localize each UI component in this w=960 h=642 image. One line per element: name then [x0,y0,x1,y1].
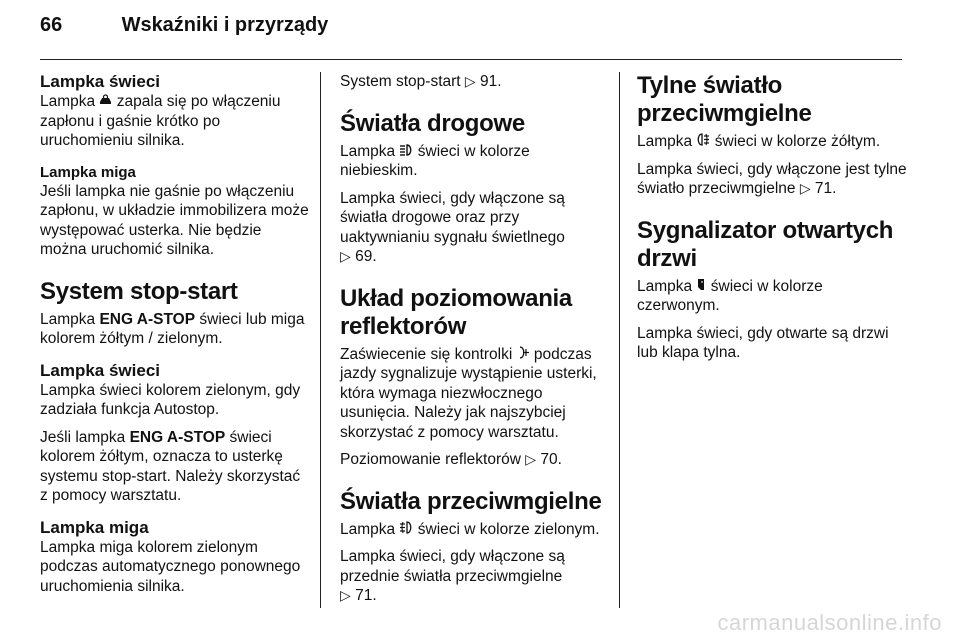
watermark: carmanualsonline.info [717,610,942,635]
header-rule [40,59,902,60]
subsection-heading: Lampka świeci [40,360,161,380]
paragraph: System stop-start ▷ 91. [340,73,502,90]
triangle-right-icon: ▷ [340,587,351,603]
triangle-right-icon: ▷ [799,180,811,196]
paragraph: Lampka świeci w kolorze niebieskim. [340,142,530,179]
page-title: Wskaźniki i przyrządy [121,14,329,36]
column-3 [637,72,907,371]
section-heading: Tylne światło przeciwmgielne [637,72,812,127]
paragraph: Lampka świeci, gdy otwarte są drzwi lub klapa tylna. [637,324,889,361]
paragraph: Lampka świeci w kolorze czerwonym. [637,277,823,314]
section-heading: System stop-start [40,277,238,305]
triangle-right-icon: ▷ [340,248,351,264]
paragraph: Lampka świeci kolorem zielonym, gdy zadziała funkcja Autostop. [40,381,301,418]
paragraph: Lampka zapala się po włączeniu zapłonu i gaśnie krótko po uruchomieniu silnika. [40,93,281,149]
paragraph: Lampka świeci w kolorze zielonym. [340,520,600,538]
paragraph: Jeśli lampka nie gaśnie po włączeniu zapłonu, w układzie immobilizera może występować usterka. Nie będzie można uruchomić silnika. [40,182,309,258]
page-header [40,14,328,37]
paragraph: Lampka ENG A-STOP świeci lub miga kolorem żółtym / zielonym. [40,310,305,347]
front-fog-light-icon [399,520,413,540]
paragraph: Jeśli lampka ENG A-STOP świeci kolorem żółtym, oznacza to usterkę systemu stop-start. Należy skorzystać z pomocy warsztatu. [40,428,301,504]
paragraph: Lampka świeci w kolorze żółtym. [637,133,881,150]
paragraph: Lampka miga kolorem zielonym podczas automatycznego ponownego uruchomienia silnika. [40,538,301,595]
section-heading: Lampka świeci [40,72,161,91]
column-divider [320,72,321,608]
high-beam-icon [399,142,413,162]
section-heading: Światła przeciwmgielne [340,487,602,515]
subsection-heading: Lampka miga [40,163,136,181]
section-heading: Układ poziomowania reflektorów [340,284,572,340]
section-heading: Światła drogowe [340,109,525,137]
subsection-heading: Lampka miga [40,517,149,537]
section-heading: Sygnalizator otwartych drzwi [637,216,894,272]
triangle-right-icon: ▷ [464,73,476,89]
page-number: 66 [40,14,63,36]
car-key-icon [99,92,112,112]
paragraph: Lampka świeci, gdy włączone jest tylne światło przeciwmgielne ▷ 71. [637,160,907,197]
paragraph: Lampka świeci, gdy włączone są przednie światła przeciwmgielne ▷ 71. [340,548,565,604]
door-open-icon [696,277,706,297]
paragraph: Lampka świeci, gdy włączone są światła drogowe oraz przy uaktywnianiu sygnału świetlnego ▷ 69. [340,189,565,265]
column-2 [340,72,610,614]
triangle-right-icon: ▷ [525,451,537,467]
column-1 [40,72,310,604]
headlight-leveling-icon [517,345,530,365]
paragraph: Zaświecenie się kontrolki podczas jazdy sygnalizuje wystąpienie usterki, która wymaga niezwłocznego usunięcia. Należy jak najszybciej skorzystać z pomocy warsztatu. [340,345,597,441]
paragraph: Poziomowanie reflektorów ▷ 70. [340,451,562,468]
rear-fog-light-icon [696,132,710,152]
column-divider [619,72,620,608]
